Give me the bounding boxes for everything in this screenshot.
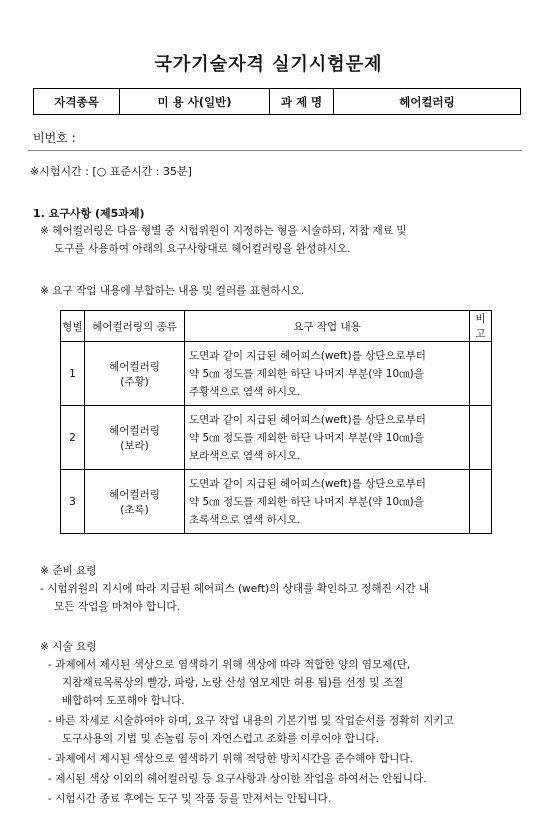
procedure-line: - 시험시간 종료 후에는 도구 및 작품 등을 만져서는 안됩니다.	[48, 793, 332, 805]
row-number: 3	[61, 470, 85, 534]
content-line: 보라색으로 염색 하시오.	[189, 449, 301, 462]
col-header-kind: 헤어컬러링의 종류	[85, 311, 185, 342]
content-line: 약 5㎝ 정도를 제외한 하단 나머지 부분(약 10㎝)을	[189, 367, 424, 380]
table-row	[61, 470, 492, 534]
value-exam-type: 미 용 사(일반)	[120, 89, 270, 115]
table-row	[61, 406, 492, 470]
content-line: 도면과 같이 지급된 헤어피스(weft)를 상단으로부터	[189, 349, 426, 362]
label-exam-type: 자격종목	[34, 89, 120, 115]
content-line: 약 5㎝ 정도를 제외한 하단 나머지 부분(약 10㎝)을	[189, 431, 424, 444]
col-header-content: 요구 작업 내용	[185, 311, 470, 342]
exam-time: ※시험시간 : [○ 표준시간 : 35분]	[30, 165, 192, 178]
procedure-line: - 바른 자세로 시술하여야 하며, 요구 작업 내용의 기본기법 및 작업순서를 정확히 지키고	[48, 715, 454, 727]
row-kind	[85, 406, 185, 470]
row-note	[470, 470, 492, 534]
row-kind	[85, 342, 185, 406]
prep-line-1: - 시험위원의 지시에 따라 지급된 헤어피스 (weft)의 상태를 확인하고 정해진 시간 내	[40, 583, 430, 595]
content-line: 초록색으로 염색 하시오.	[189, 513, 301, 526]
procedure-line: 배합하여 도포해야 합니다.	[62, 695, 185, 707]
procedure-line: - 과제에서 제시된 색상으로 염색하기 위해 적당한 방치시간을 준수해야 합니다.	[48, 753, 413, 765]
kind-label: 헤어컬러링	[109, 488, 160, 501]
kind-color: (초록)	[120, 503, 149, 516]
row-note	[470, 342, 492, 406]
row-note	[470, 406, 492, 470]
content-line: 도면과 같이 지급된 헤어피스(weft)를 상단으로부터	[189, 477, 426, 490]
col-header-note: 비 고	[470, 311, 492, 342]
exam-info-table	[33, 88, 521, 115]
table-row	[61, 342, 492, 406]
col-header-type: 형별	[61, 311, 85, 342]
row-content	[185, 342, 470, 406]
prep-heading: ※ 준비 요령	[40, 565, 97, 577]
prep-line-2: 모든 작업을 마쳐야 합니다.	[54, 601, 181, 613]
procedure-line: 지참재료목록상의 빨강, 파랑, 노랑 산성 염모제만 허용 됨)를 선정 및 조절	[62, 677, 404, 689]
row-content	[185, 470, 470, 534]
procedure-line: - 제시된 색상 이외의 헤어컬러링 등 요구사항과 상이한 작업을 하여서는 안됩니다.	[48, 773, 427, 785]
content-line: 주황색으로 염색 하시오.	[189, 385, 301, 398]
section-requirements-heading: 1. 요구사항 (제5과제)	[33, 207, 145, 220]
row-number: 2	[61, 406, 85, 470]
candidate-number-label: 비번호 :	[33, 131, 76, 145]
intro-line-1: ※ 헤어컬러링은 다음 형별 중 시험위원이 지정하는 형을 시술하되, 지참 재료 및	[40, 225, 407, 237]
table-header-row	[61, 311, 492, 342]
label-task-name: 과 제 명	[270, 89, 334, 115]
row-kind	[85, 470, 185, 534]
intro-line-2: 도구를 사용하여 아래의 요구사항대로 헤어컬러링을 완성하시오.	[54, 243, 351, 255]
procedure-heading: ※ 시술 요령	[40, 641, 97, 653]
kind-label: 헤어컬러링	[109, 424, 160, 437]
content-line: 약 5㎝ 정도를 제외한 하단 나머지 부분(약 10㎝)을	[189, 495, 424, 508]
table-intro: ※ 요구 작업 내용에 부합하는 내용 및 컬러를 표현하시오.	[40, 285, 305, 297]
procedure-line: - 과제에서 제시된 색상으로 염색하기 위해 색상에 따라 적합한 양의 염모제(단,	[48, 659, 411, 671]
content-line: 도면과 같이 지급된 헤어피스(weft)를 상단으로부터	[189, 413, 426, 426]
requirements-table	[60, 310, 492, 534]
kind-color: (주황)	[120, 375, 149, 388]
page-title: 국가기술자격 실기시험문제	[154, 54, 383, 75]
kind-label: 헤어컬러링	[109, 360, 160, 373]
divider	[28, 150, 522, 151]
procedure-line: 도구사용의 기법 및 손놀림 등이 자연스럽고 조화를 이루어야 합니다.	[62, 733, 379, 745]
row-content	[185, 406, 470, 470]
row-number: 1	[61, 342, 85, 406]
value-task-name: 헤어컬러링	[334, 89, 521, 115]
kind-color: (보라)	[120, 439, 149, 452]
